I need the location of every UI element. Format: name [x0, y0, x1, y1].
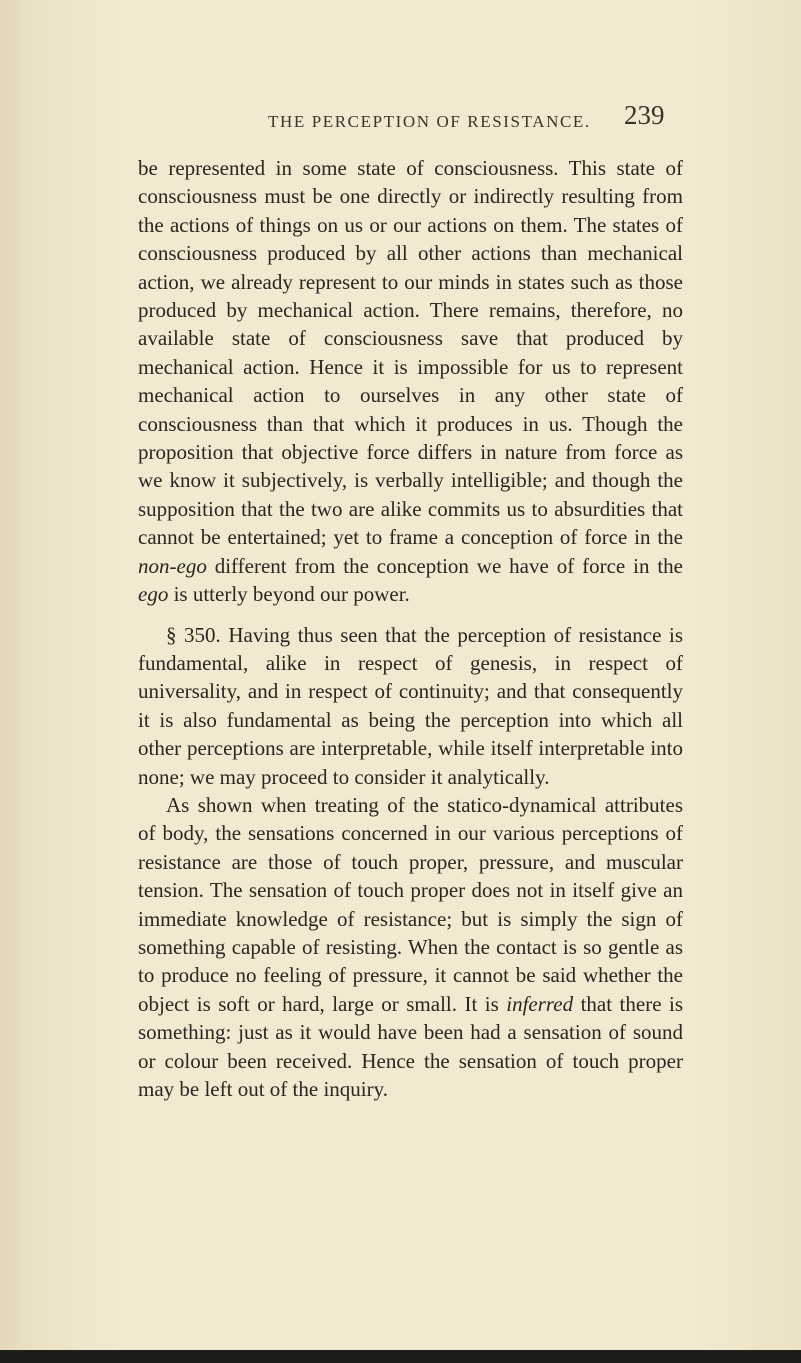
running-head: THE PERCEPTION OF RESISTANCE.: [268, 112, 591, 131]
page-number: 239: [624, 100, 665, 130]
paragraph-continued: [138, 154, 683, 609]
italic-text-run: non-ego: [138, 553, 207, 578]
paragraph-section-350: [138, 621, 683, 791]
text-run: is utterly beyond our power.: [168, 582, 410, 607]
text-run: that there is something: just as it would have been had a sensation of sound or colour been received. Hence the sensation of touch proper may be left out of the inquiry.: [138, 991, 683, 1101]
bottom-edge-bar: [0, 1350, 801, 1363]
text-run: As shown when treating of the statico-dynamical attributes of body, the sensations concerned in our various perceptions of resistance are those of touch proper, pressure, and muscular tension. The sensation of touch proper does not in itself give an immediate knowledge of resistance; but is simply the sign of something capable of resisting. When the contact is so gentle as to produce no feeling of pressure, it cannot be said whether the object is soft or hard, large or small. It is: [138, 792, 683, 1016]
italic-text-run: inferred: [506, 991, 574, 1016]
paragraph-sensations: [138, 791, 683, 1103]
text-run: be represented in some state of consciousness. This state of consciousness must be one directly or indirectly resulting from the actions of things on us or our actions on them. The states of consciousness produced by all other actions than mechanical action, we already represent to our minds in states such as those produced by mechanical action. There remains, therefore, no available state of consciousness save that produced by mechanical action. Hence it is impossible for us to represent mechanical action to ourselves in any other state of consciousness than that which it produces in us. Though the proposition that objective force differs in nature from force as we know it subjectively, is verbally intelligible; and though the supposition that the two are alike commits us to absurdities that cannot be entertained; yet to frame a conception of force in the: [138, 156, 683, 550]
body-text: [138, 154, 683, 1103]
text-run: § 350. Having thus seen that the perception of resistance is fundamental, alike in respect of genesis, in respect of universality, and in respect of continuity; and that consequently it is also fundamental as being the perception into which all other perceptions are interpretable, while itself interpretable into none; we may proceed to consider it analytically.: [138, 622, 683, 789]
italic-text-run: ego: [138, 582, 169, 607]
text-run: different from the conception we have of force in the: [206, 553, 683, 578]
